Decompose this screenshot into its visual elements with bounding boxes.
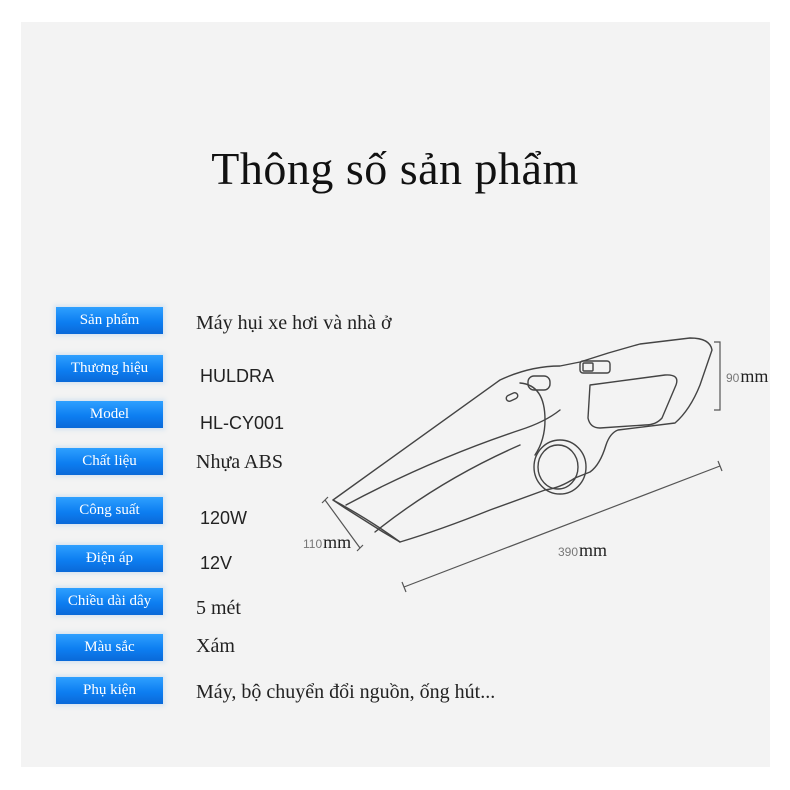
- height-dimension-label: 90mm: [726, 366, 769, 386]
- value-color: Xám: [196, 635, 235, 657]
- value-brand: HULDRA: [200, 366, 275, 386]
- label-model: Model: [56, 401, 163, 428]
- label-voltage: Điện áp: [56, 545, 163, 572]
- page-title: Thông số sản phẩm: [211, 143, 579, 194]
- label-power: Công suất: [56, 497, 163, 524]
- value-power: 120W: [200, 508, 248, 528]
- label-cord-length: Chiều dài dây: [56, 588, 163, 615]
- vacuum-body-outline: [333, 338, 712, 542]
- label-accessories: Phụ kiện: [56, 677, 163, 704]
- value-material: Nhựa ABS: [196, 451, 283, 473]
- length-dimension-label: 390mm: [558, 540, 608, 560]
- label-color: Màu sắc: [56, 634, 163, 661]
- vacuum-power-button: [528, 376, 550, 390]
- vacuum-cup-divider: [520, 383, 545, 455]
- vacuum-body-seam: [375, 445, 520, 532]
- vacuum-handle-opening: [588, 375, 677, 428]
- value-cord-length: 5 mét: [196, 597, 241, 619]
- height-dimension-line: [714, 342, 720, 410]
- label-product: Sản phẩm: [56, 307, 163, 334]
- label-material: Chất liệu: [56, 448, 163, 475]
- value-product: Máy hụi xe hơi và nhà ở: [196, 312, 392, 334]
- label-brand: Thương hiệu: [56, 355, 163, 382]
- value-model: HL-CY001: [200, 413, 285, 433]
- value-voltage: 12V: [200, 553, 233, 573]
- vacuum-body-ridge: [346, 410, 560, 505]
- value-accessories: Máy, bộ chuyển đổi nguồn, ống hút...: [196, 681, 496, 703]
- width-dimension-label: 110mm: [303, 532, 352, 552]
